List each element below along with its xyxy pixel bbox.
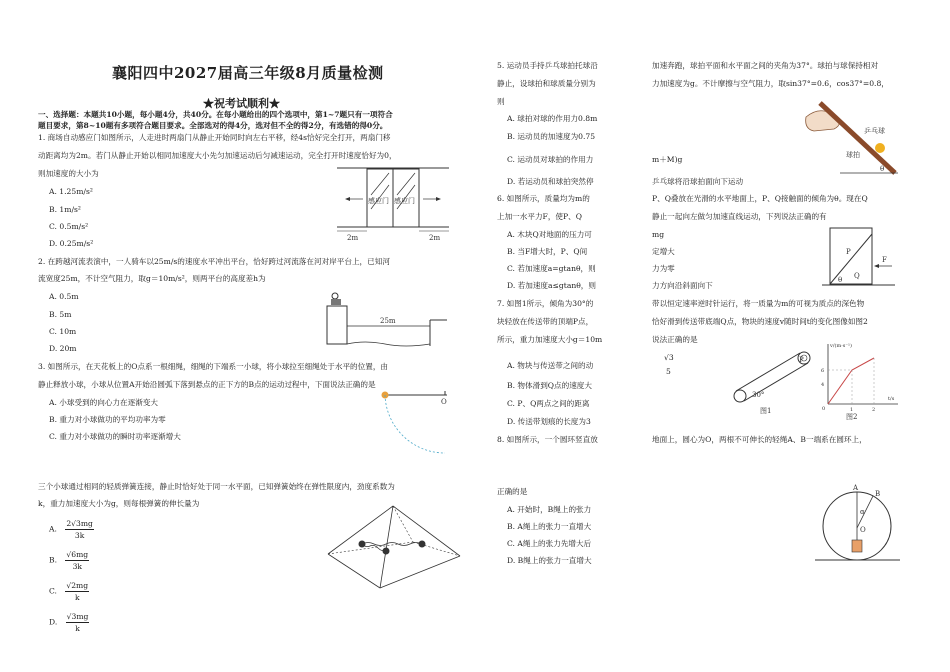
door-dim-right: 2m [429,234,441,242]
q1-option-b: B. 1m/s² [49,205,81,214]
q7-option-c: C. P、Q两点之间的距离 [507,399,590,408]
q8-option-c: C. A绳上的张力先增大后 [507,539,592,548]
q6-line-2: 上加一水平力F，使P、Q [497,212,582,221]
column-2 [497,0,615,672]
wedge-p: P [846,248,851,256]
q5-option-d: D. 若运动员和球拍突然停 [507,177,594,186]
vt-o: 0 [822,406,826,412]
vt-y6: 6 [821,368,825,374]
q7-line-2: 块轻放在传送带的顶端P点， [497,317,594,326]
c3-line-4: 乒乓球将沿球拍面向下运动 [652,177,744,186]
q3-option-b: B. 重力对小球做功的平均功率为零 [49,415,166,424]
fig2-caption: 图2 [846,413,858,420]
c3-line-9: 力为零 [652,264,675,273]
door-figure [333,165,453,245]
vt-graph [818,340,903,420]
q1-line-2: 动距离均为2m。若门从静止开始以相同加速度大小先匀加速运动后匀减速运动，完全打开时速度恰好为0， [38,151,397,160]
ring-figure [805,482,915,572]
c3-line-6: 静止一起向左做匀加速直线运动，下列说法正确的有 [652,212,827,221]
q5-option-b: B. 运动员的加速度为0.75 [507,132,596,141]
wedge-q: Q [854,272,860,280]
q4-option-b-num: √6mg [66,550,89,559]
q7-option-b: B. 物体滑到Q点的速度大 [507,381,592,390]
wedge-figure [820,220,900,290]
q4-option-d [49,611,89,634]
q4-option-d-den: k [75,624,80,633]
q1-line-1: 1. 商场自动感应门如图所示，人走进时两扇门从静止开始同时向左右平移，经4s恰好完全打开，两扇门移 [38,133,391,142]
q4-option-a-letter: A. [49,524,57,534]
q5-option-a: A. 球拍对球的作用力0.8m [507,114,598,123]
c3-line-12: 恰好滑到传送带底端Q点，物块的速度v随时间t的变化图像如图2 [652,317,868,326]
q2-option-c: C. 10m [49,327,77,336]
q8-line-1: 8. 如图所示，一个圆环竖直放 [497,435,598,444]
q4-line-2: k，重力加速度大小为g，则每根弹簧的伸长量为 [38,499,200,508]
c3-line-3: m＋M)g [652,155,683,164]
vt-xlabel: t/s [888,396,895,402]
motto: ★祝考试顺利★ [203,97,280,110]
door-dim-left: 2m [347,234,359,242]
ring-o: O [860,526,866,534]
q6-option-b: B. 当F增大时，P、Q间 [507,247,588,256]
c3-line-15: 5 [666,367,671,376]
c3-line-8: 定增大 [652,247,675,256]
q7-option-d: D. 传送带划痕的长度为3 [507,417,591,426]
q4-option-d-letter: D. [49,617,58,627]
c3-line-13: 说法正确的是 [652,335,698,344]
vt-x1: 1 [850,407,854,413]
conveyor-figure [728,345,818,415]
c3-line-7: mg [652,230,665,239]
racket-figure [800,95,900,175]
q6-line-1: 6. 如图所示，质量均为m的 [497,194,590,203]
q2-line-2: 流宽度25m，不计空气阻力，取g＝10m/s²，则两平台的高度差h为 [38,274,266,283]
q4-option-d-num: √3mg [66,612,89,621]
q2-line-1: 2. 在跨越河流表演中，一人骑车以25m/s的速度水平冲出平台，恰好跨过河流落在河对岸平台上，已知河 [38,257,390,266]
racket-label: 球拍 [846,151,860,159]
q1-line-3: 则加速度的大小为 [38,169,99,178]
pyramid-figure [318,502,468,612]
q1-option-d: D. 0.25m/s² [49,239,94,248]
q3-line-1: 3. 如图所示，在天花板上的O点系一根细绳，细绳的下端系一小球，将小球拉至细绳处于水平的位置，由 [38,362,389,371]
vt-x2: 2 [872,407,876,413]
door-label-left: 感应门 [368,197,389,205]
q4-option-c-den: k [74,593,80,602]
river-width-label: 25m [380,317,396,325]
q2-option-b: B. 5m [49,310,72,319]
q4-option-b-letter: B. [49,555,57,565]
q4-option-c-num: √2mg [66,581,89,590]
q5-line-1: 5. 运动员手持乒乓球拍托球沿 [497,61,598,70]
section-header-2: 题目要求，第8~10题有多项符合题目要求。全部选对的得4分，选对但不全的得2分，有选错的得0分。 [38,121,388,130]
pendulum-figure [375,385,455,455]
c3-line-14: √3 [664,353,674,362]
c3-line-10: 力方向沿斜面向下 [652,281,713,290]
racket-theta: θ [880,165,885,173]
q3-option-a: A. 小球受到的向心力在逐渐变大 [49,398,159,407]
conveyor-p: P [799,356,804,364]
door-label-right: 感应门 [394,197,415,205]
fig1-caption: 图1 [760,407,772,415]
c3-line-16: 地面上，圆心为O，两根不可伸长的轻绳A、B一端系在圆环上， [652,435,867,444]
q8-option-a: A. 开始时，B绳上的张力 [507,505,592,514]
q1-option-c: C. 0.5m/s² [49,222,89,231]
q5-line-2: 静止，设球拍和球质量分别为 [497,79,596,88]
ring-b: B [875,490,881,498]
ring-alpha: α [860,508,865,516]
q2-option-a: A. 0.5m [49,292,79,301]
c3-line-5: P、Q叠放在光滑的水平地面上，P、Q接触面的倾角为θ。现在Q [652,194,868,203]
q7-line-1: 7. 如图1所示，倾角为30°的 [497,299,594,308]
q4-option-a-den: 3k [74,531,85,540]
pendulum-o-label: O [441,398,447,406]
q1-option-a: A. 1.25m/s² [49,187,93,196]
c3-line-1: 加速奔跑，球拍平面和水平面之间的夹角为37°。球拍与球保持相对 [652,61,879,70]
c3-line-2: 力加速度为g。不计摩擦与空气阻力，取sin37°=0.6，cos37°=0.8， [652,79,889,88]
q8-correct-prompt: 正确的是 [497,487,528,496]
ball-label: 乒乓球 [864,127,885,135]
q6-option-d: D. 若加速度a≤gtanθ，则 [507,281,596,290]
q4-line-1: 三个小球通过相同的轻质弹簧连接，静止时恰好处于同一水平面，已知弹簧始终在弹性限度内，劲度系数为 [38,482,395,491]
q4-option-b [49,549,89,572]
c3-line-11: 带以恒定速率逆时针运行，将一质量为m的可视为质点的深色物 [652,299,865,308]
river-figure [325,290,450,350]
q5-option-c: C. 运动员对球拍的作用力 [507,155,594,164]
section-header-1: 一、选择题：本题共10小题，每小题4分，共40分。在每小题给出的四个选项中，第1~7题只有一项符合 [38,110,393,119]
q3-line-2: 静止释放小球，小球从位置A开始沿圆弧下落到悬点的正下方的B点的运动过程中，下面说法正确的是 [38,380,376,389]
q5-line-3: 则 [497,97,505,106]
q8-option-d: D. B绳上的张力一直增大 [507,556,592,565]
q3-option-c: C. 重力对小球做功的瞬时功率逐渐增大 [49,432,181,441]
q8-option-b: B. A绳上的张力一直增大 [507,522,592,531]
wedge-f: F [882,256,887,264]
q4-option-c [49,580,89,603]
ring-a: A [853,484,859,492]
page-title: 襄阳四中2027届高三年级8月质量检测 [112,64,384,82]
q7-line-3: 所示，重力加速度大小g＝10m [497,335,603,344]
q4-option-c-letter: C. [49,586,57,596]
q6-option-c: C. 若加速度a=gtanθ，则 [507,264,596,273]
conveyor-angle: 30° [752,391,765,399]
vt-ylabel: v/(m·s⁻¹) [830,343,852,349]
wedge-theta: θ [838,276,843,284]
vt-y4: 4 [821,382,825,388]
q4-option-a-num: 2√3mg [66,519,93,528]
q4-option-a [49,518,94,541]
q4-option-b-den: 3k [72,562,82,571]
q7-option-a: A. 物块与传送带之间的动 [507,361,594,370]
q6-option-a: A. 木块Q对地面的压力可 [507,230,592,239]
q2-option-d: D. 20m [49,344,77,353]
